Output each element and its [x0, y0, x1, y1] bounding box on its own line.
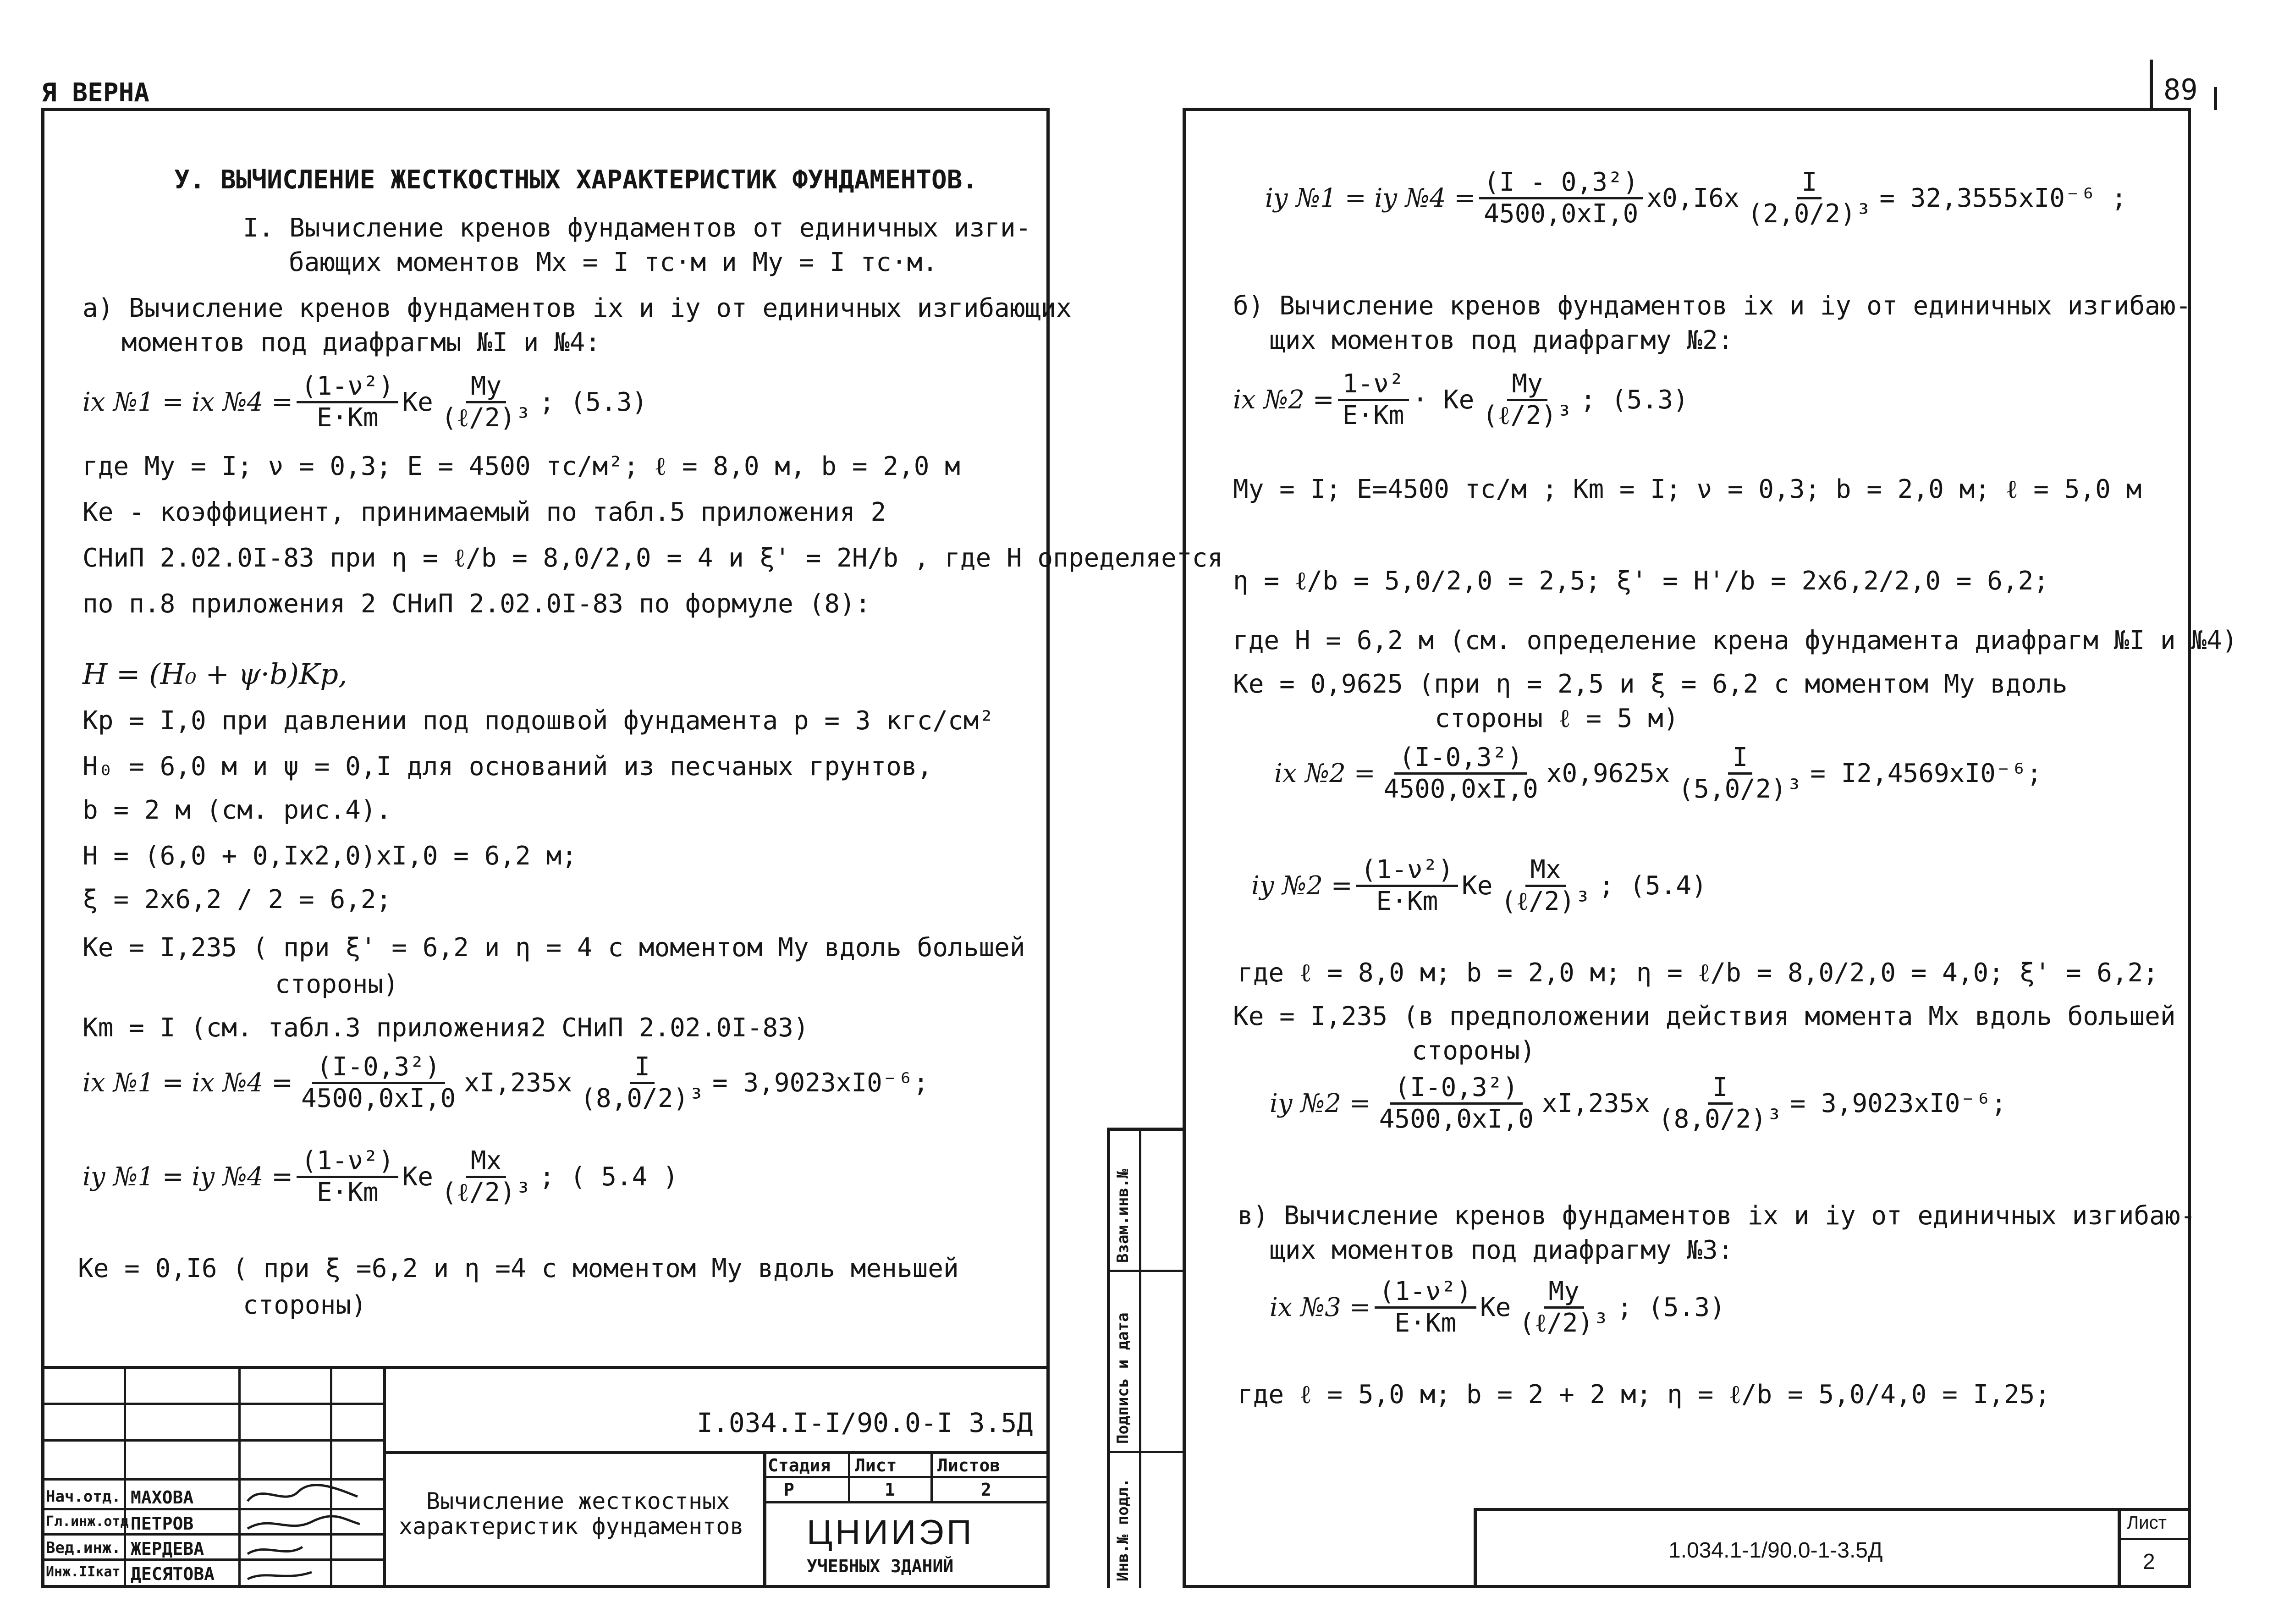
kp-line: Kp = I,0 при давлении под подошвой фундамента p = 3 кгс/см²	[83, 706, 995, 736]
stamp-sheet-header: Лист	[855, 1455, 897, 1475]
stamp-role-1: Нач.отд.	[46, 1487, 121, 1506]
h0-line: H₀ = 6,0 м и ψ = 0,I для оснований из песчаных грунтов,	[83, 752, 933, 782]
ke-value-cont: стороны)	[275, 969, 399, 999]
h-formula: H = (H₀ + ψ·b)Kp,	[83, 657, 347, 691]
params-line-d2: My = I; E=4500 тс/м ; Km = I; ν = 0,3; b = 2,0 м; ℓ = 5,0 м	[1233, 474, 2142, 504]
right-stamp-code: 1.034.1-1/90.0-1-3.5Д	[1668, 1538, 1883, 1563]
stamp-name-1: МАХОВА	[131, 1487, 194, 1508]
side-label-signature: Подпись и дата	[1114, 1312, 1132, 1444]
item-b-line1: б) Вычисление кренов фундаментов ix и iy от единичных изгибаю-	[1233, 291, 2191, 321]
stamp-org-subname: УЧЕБНЫХ ЗДАНИЙ	[807, 1556, 954, 1576]
ke-09625-line: Ke = 0,9625 (при η = 2,5 и ξ = 6,2 с моментом My вдоль	[1233, 669, 2068, 699]
side-label-inv: Инв.№ подл.	[1114, 1478, 1132, 1581]
where-line: где My = I; ν = 0,3; E = 4500 тс/м²; ℓ = 8,0 м, b = 2,0 м	[83, 451, 960, 481]
stamp-sheet-value: 1	[885, 1480, 895, 1500]
params-line-d3: где ℓ = 5,0 м; b = 2 + 2 м; η = ℓ/b = 5,0/4,0 = I,25;	[1238, 1380, 2051, 1409]
formula-ix-d2-result: ix №2 = $\frac{\text{(I-0,3²)}}{4500,0xI,0}$ x0,9625x $\frac{I}{\text{(5,0/2)³}}$ = I2,4569xI0⁻⁶;	[1274, 743, 2042, 804]
item-a-line1: а) Вычисление кренов фундаментов ix и iy от единичных изгибающих	[83, 293, 1072, 323]
item-c-line1: в) Вычисление кренов фундаментов ix и iy от единичных изгибаю-	[1238, 1201, 2196, 1231]
formula-iy-016-result: iy №1 = iy №4 = $\frac{\text{(I - 0,3²)}}{4500,0xI,0}$ x0,I6x $\frac{I}{\text{(2,0/2)³}}$ = 32,3555xI0⁻⁶ ;	[1265, 167, 2127, 229]
h-reference-d2: где H = 6,2 м (см. определение крена фундамента диафрагм №I и №4)	[1233, 626, 2238, 655]
snip-formula-ref: по п.8 приложения 2 СНиП 2.02.0I-83 по формуле (8):	[83, 589, 871, 619]
formula-ix-diaphragm-1-4: ix №1 = ix №4 = $\frac{\text{(1-ν²)}}{E\cdot Km}$ Ke $\frac{My}{\text{(ℓ/2)³}}$ ; (5.3)	[83, 371, 648, 433]
ke-definition: Ke - коэффициент, принимаемый по табл.5 приложения 2	[83, 497, 886, 527]
stamp-stage-header: Стадия	[768, 1455, 831, 1475]
stamp-role-3: Вед.инж.	[46, 1539, 121, 1557]
subheading-line2: бающих моментов Mx = I тс·м и My = I тс·м.	[289, 248, 938, 277]
formula-iy-diaphragm-1-4: iy №1 = iy №4 = $\frac{\text{(1-ν²)}}{E\cdot Km}$ Ke $\frac{Mx}{\text{(ℓ/2)³}}$ ; ( 5.4 )	[83, 1146, 678, 1207]
ke-value-line: Ke = I,235 ( при ξ' = 6,2 и η = 4 с моментом My вдоль большей	[83, 933, 1025, 963]
xi-calc: ξ = 2x6,2 / 2 = 6,2;	[83, 885, 392, 914]
corner-label: Я ВЕРНА	[41, 78, 150, 108]
right-sheet-label: Лист	[2127, 1513, 2167, 1533]
stamp-name-2: ПЕТРОВ	[131, 1514, 194, 1534]
item-a-line2: моментов под диафрагмы №I и №4:	[121, 328, 601, 358]
ke-016-cont: стороны)	[243, 1290, 367, 1320]
stamp-title-line2: характеристик фундаментов	[399, 1513, 744, 1540]
ke-09625-cont: стороны ℓ = 5 м)	[1435, 704, 1679, 733]
formula-ix-diaphragm-3: ix №3 = $\frac{\text{(1-ν²)}}{E\cdot Km}$ Ke $\frac{My}{\text{(ℓ/2)³}}$ ; (5.3)	[1270, 1277, 1725, 1338]
ratio-line-d2: η = ℓ/b = 5,0/2,0 = 2,5; ξ' = H'/b = 2x6,2/2,0 = 6,2;	[1233, 566, 2049, 596]
item-c-line2: щих моментов под диафрагму №3:	[1270, 1235, 1734, 1265]
right-sheet-value: 2	[2143, 1550, 2155, 1574]
side-label-replace: Взам.инв.№	[1114, 1169, 1132, 1263]
page-number: 89	[2163, 73, 2198, 106]
ke-1235-line: Ke = I,235 (в предположении действия момента Mx вдоль большей	[1233, 1002, 2176, 1031]
stamp-sheets-header: Листов	[937, 1455, 1001, 1475]
stamp-name-4: ДЕСЯТОВА	[131, 1564, 215, 1584]
section-heading: У. ВЫЧИСЛЕНИЕ ЖЕСТКОСТНЫХ ХАРАКТЕРИСТИК ФУНДАМЕНТОВ.	[174, 165, 978, 195]
signatures-graphic	[243, 1478, 362, 1588]
stamp-sheets-value: 2	[981, 1480, 991, 1500]
km-line: Km = I (см. табл.3 приложения2 СНиП 2.02.0I-83)	[83, 1013, 809, 1043]
formula-ix-result: ix №1 = ix №4 = $\frac{\text{(I-0,3²)}}{4500,0xI,0}$ xI,235x $\frac{I}{\text{(8,0/2)³}}$ = 3,9023xI0⁻⁶;	[83, 1052, 929, 1113]
params-line-iy-d2: где ℓ = 8,0 м; b = 2,0 м; η = ℓ/b = 8,0/2,0 = 4,0; ξ' = 6,2;	[1238, 958, 2159, 988]
stamp-role-2: Гл.инж.отд.	[46, 1514, 137, 1530]
snip-ratio-line: СНиП 2.02.0I-83 при η = ℓ/b = 8,0/2,0 = 4 и ξ' = 2H/b , где H определяется	[83, 543, 1223, 573]
formula-iy-diaphragm-2: iy №2 = $\frac{\text{(1-ν²)}}{E\cdot Km}$ Ke $\frac{Mx}{\text{(ℓ/2)³}}$ ; (5.4)	[1251, 855, 1707, 916]
formula-iy-d2-result: iy №2 = $\frac{\text{(I-0,3²)}}{4500,0xI,0}$ xI,235x $\frac{I}{\text{(8,0/2)³}}$ = 3,9023xI0⁻⁶;	[1270, 1073, 2007, 1134]
item-b-line2: щих моментов под диафрагму №2:	[1270, 325, 1734, 355]
ke-1235-cont: стороны)	[1412, 1036, 1536, 1066]
b-line: b = 2 м (см. рис.4).	[83, 795, 392, 825]
subheading-line1: I. Вычисление кренов фундаментов от единичных изги-	[243, 213, 1031, 243]
formula-ix-diaphragm-2: ix №2 = $\frac{\text{1-ν²}}{E\cdot Km}$ · Ke $\frac{My}{\text{(ℓ/2)³}}$ ; (5.3)	[1233, 369, 1689, 430]
stamp-name-3: ЖЕРДЕВА	[131, 1539, 204, 1559]
stamp-stage-value: Р	[784, 1480, 794, 1500]
h-calc: H = (6,0 + 0,Ix2,0)xI,0 = 6,2 м;	[83, 841, 577, 871]
stamp-doc-code: I.034.I-I/90.0-I 3.5Д	[697, 1407, 1033, 1438]
ke-016-line: Ke = 0,I6 ( при ξ =6,2 и η =4 с моментом My вдоль меньшей	[78, 1254, 959, 1283]
stamp-org-name: ЦНИИЭП	[807, 1513, 974, 1552]
stamp-role-4: Инж.IIкат	[46, 1564, 121, 1580]
stamp-title-line1: Вычисление жесткостных	[426, 1488, 730, 1514]
